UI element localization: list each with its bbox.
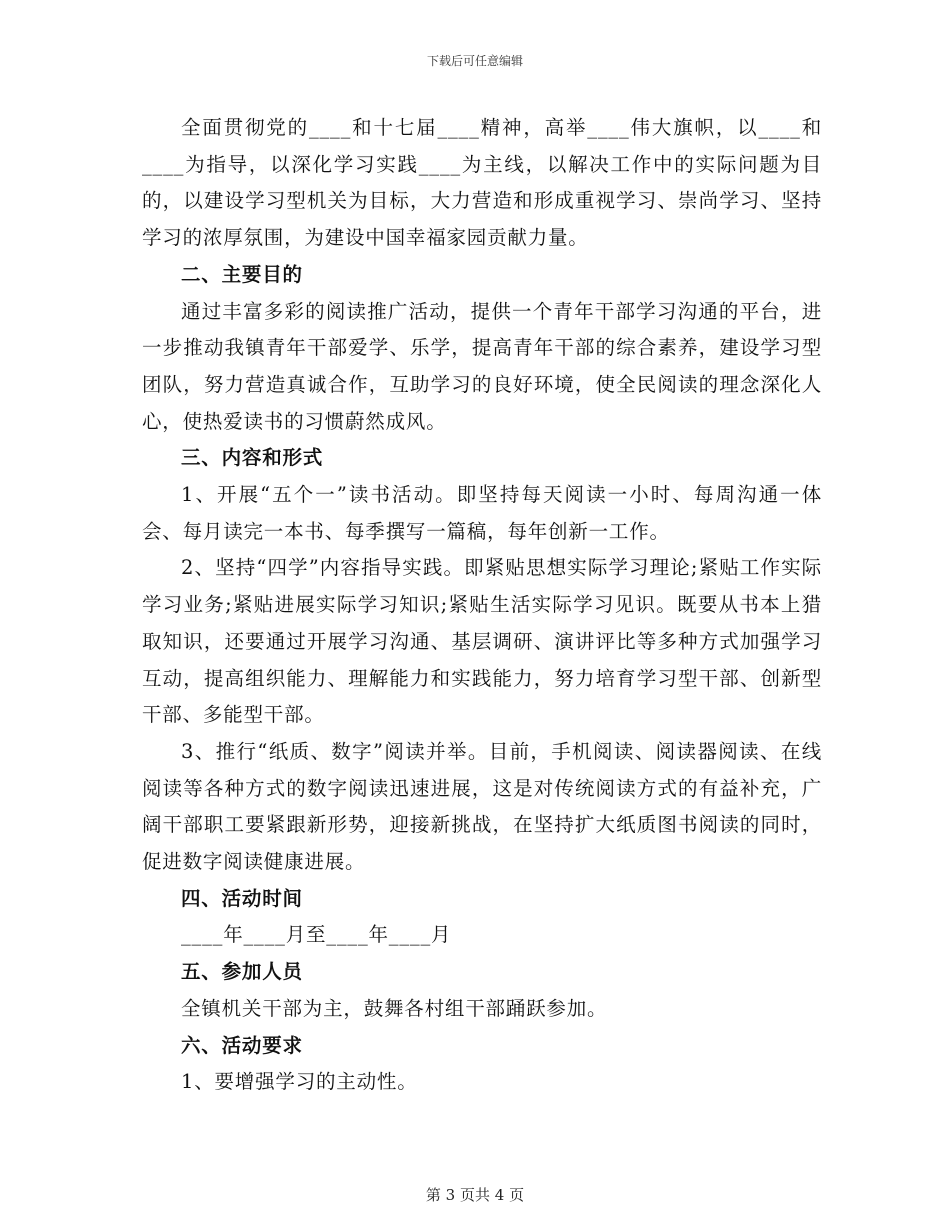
time-paragraph: ____年____月至____年____月 <box>181 923 452 947</box>
section-heading-time: 四、活动时间 <box>181 886 303 910</box>
section-heading-purpose: 二、主要目的 <box>181 262 303 286</box>
section-heading-content: 三、内容和形式 <box>181 446 324 470</box>
purpose-paragraph: 通过丰富多彩的阅读推广活动，提供一个青年干部学习沟通的平台，进一步推动我镇青年干部爱学、乐学，提高青年干部的综合素养，建设学习型团队，努力营造真诚合作，互助学习的良好环境，使全民阅读的理念深化人心，使热爱读书的习惯蔚然成风。 <box>142 299 822 433</box>
requirement-item-1: 1、要增强学习的主动性。 <box>181 1070 418 1094</box>
content-item-1: 1、开展“五个一”读书活动。即坚持每天阅读一小时、每周沟通一体会、每月读完一本书、每季撰写一篇稿，每年创新一工作。 <box>142 483 822 543</box>
content-item-2: 2、坚持“四学”内容指导实践。即紧贴思想实际学习理论;紧贴工作实际学习业务;紧贴进展实际学习知识;紧贴生活实际学习见识。既要从书本上猎取知识，还要通过开展学习沟通、基层调研、演讲评比等多种方式加强学习互动，提高组织能力、理解能力和实践能力，努力培育学习型干部、创新型干部、多能型干部。 <box>142 556 822 727</box>
intro-paragraph: 全面贯彻党的____和十七届____精神，高举____伟大旗帜，以____和____为指导，以深化学习实践____为主线，以解决工作中的实际问题为目的，以建设学习型机关为目标，大力营造和形成重视学习、崇尚学习、坚持学习的浓厚氛围，为建设中国幸福家园贡献力量。 <box>142 116 822 250</box>
document-body <box>142 110 822 1101</box>
participants-paragraph: 全镇机关干部为主，鼓舞各村组干部踊跃参加。 <box>181 996 608 1020</box>
content-item-3: 3、推行“纸质、数字”阅读并举。目前，手机阅读、阅读器阅读、在线阅读等各种方式的数字阅读迅速进展，这是对传统阅读方式的有益补充，广阔干部职工要紧跟新形势，迎接新挑战，在坚持扩大纸质图书阅读的同时，促进数字阅读健康进展。 <box>142 739 822 874</box>
page-header: 下载后可任意编辑 <box>426 54 523 68</box>
page-footer: 第 3 页共 4 页 <box>425 1186 525 1204</box>
section-heading-participants: 五、参加人员 <box>181 960 303 984</box>
section-heading-requirements: 六、活动要求 <box>181 1033 303 1057</box>
